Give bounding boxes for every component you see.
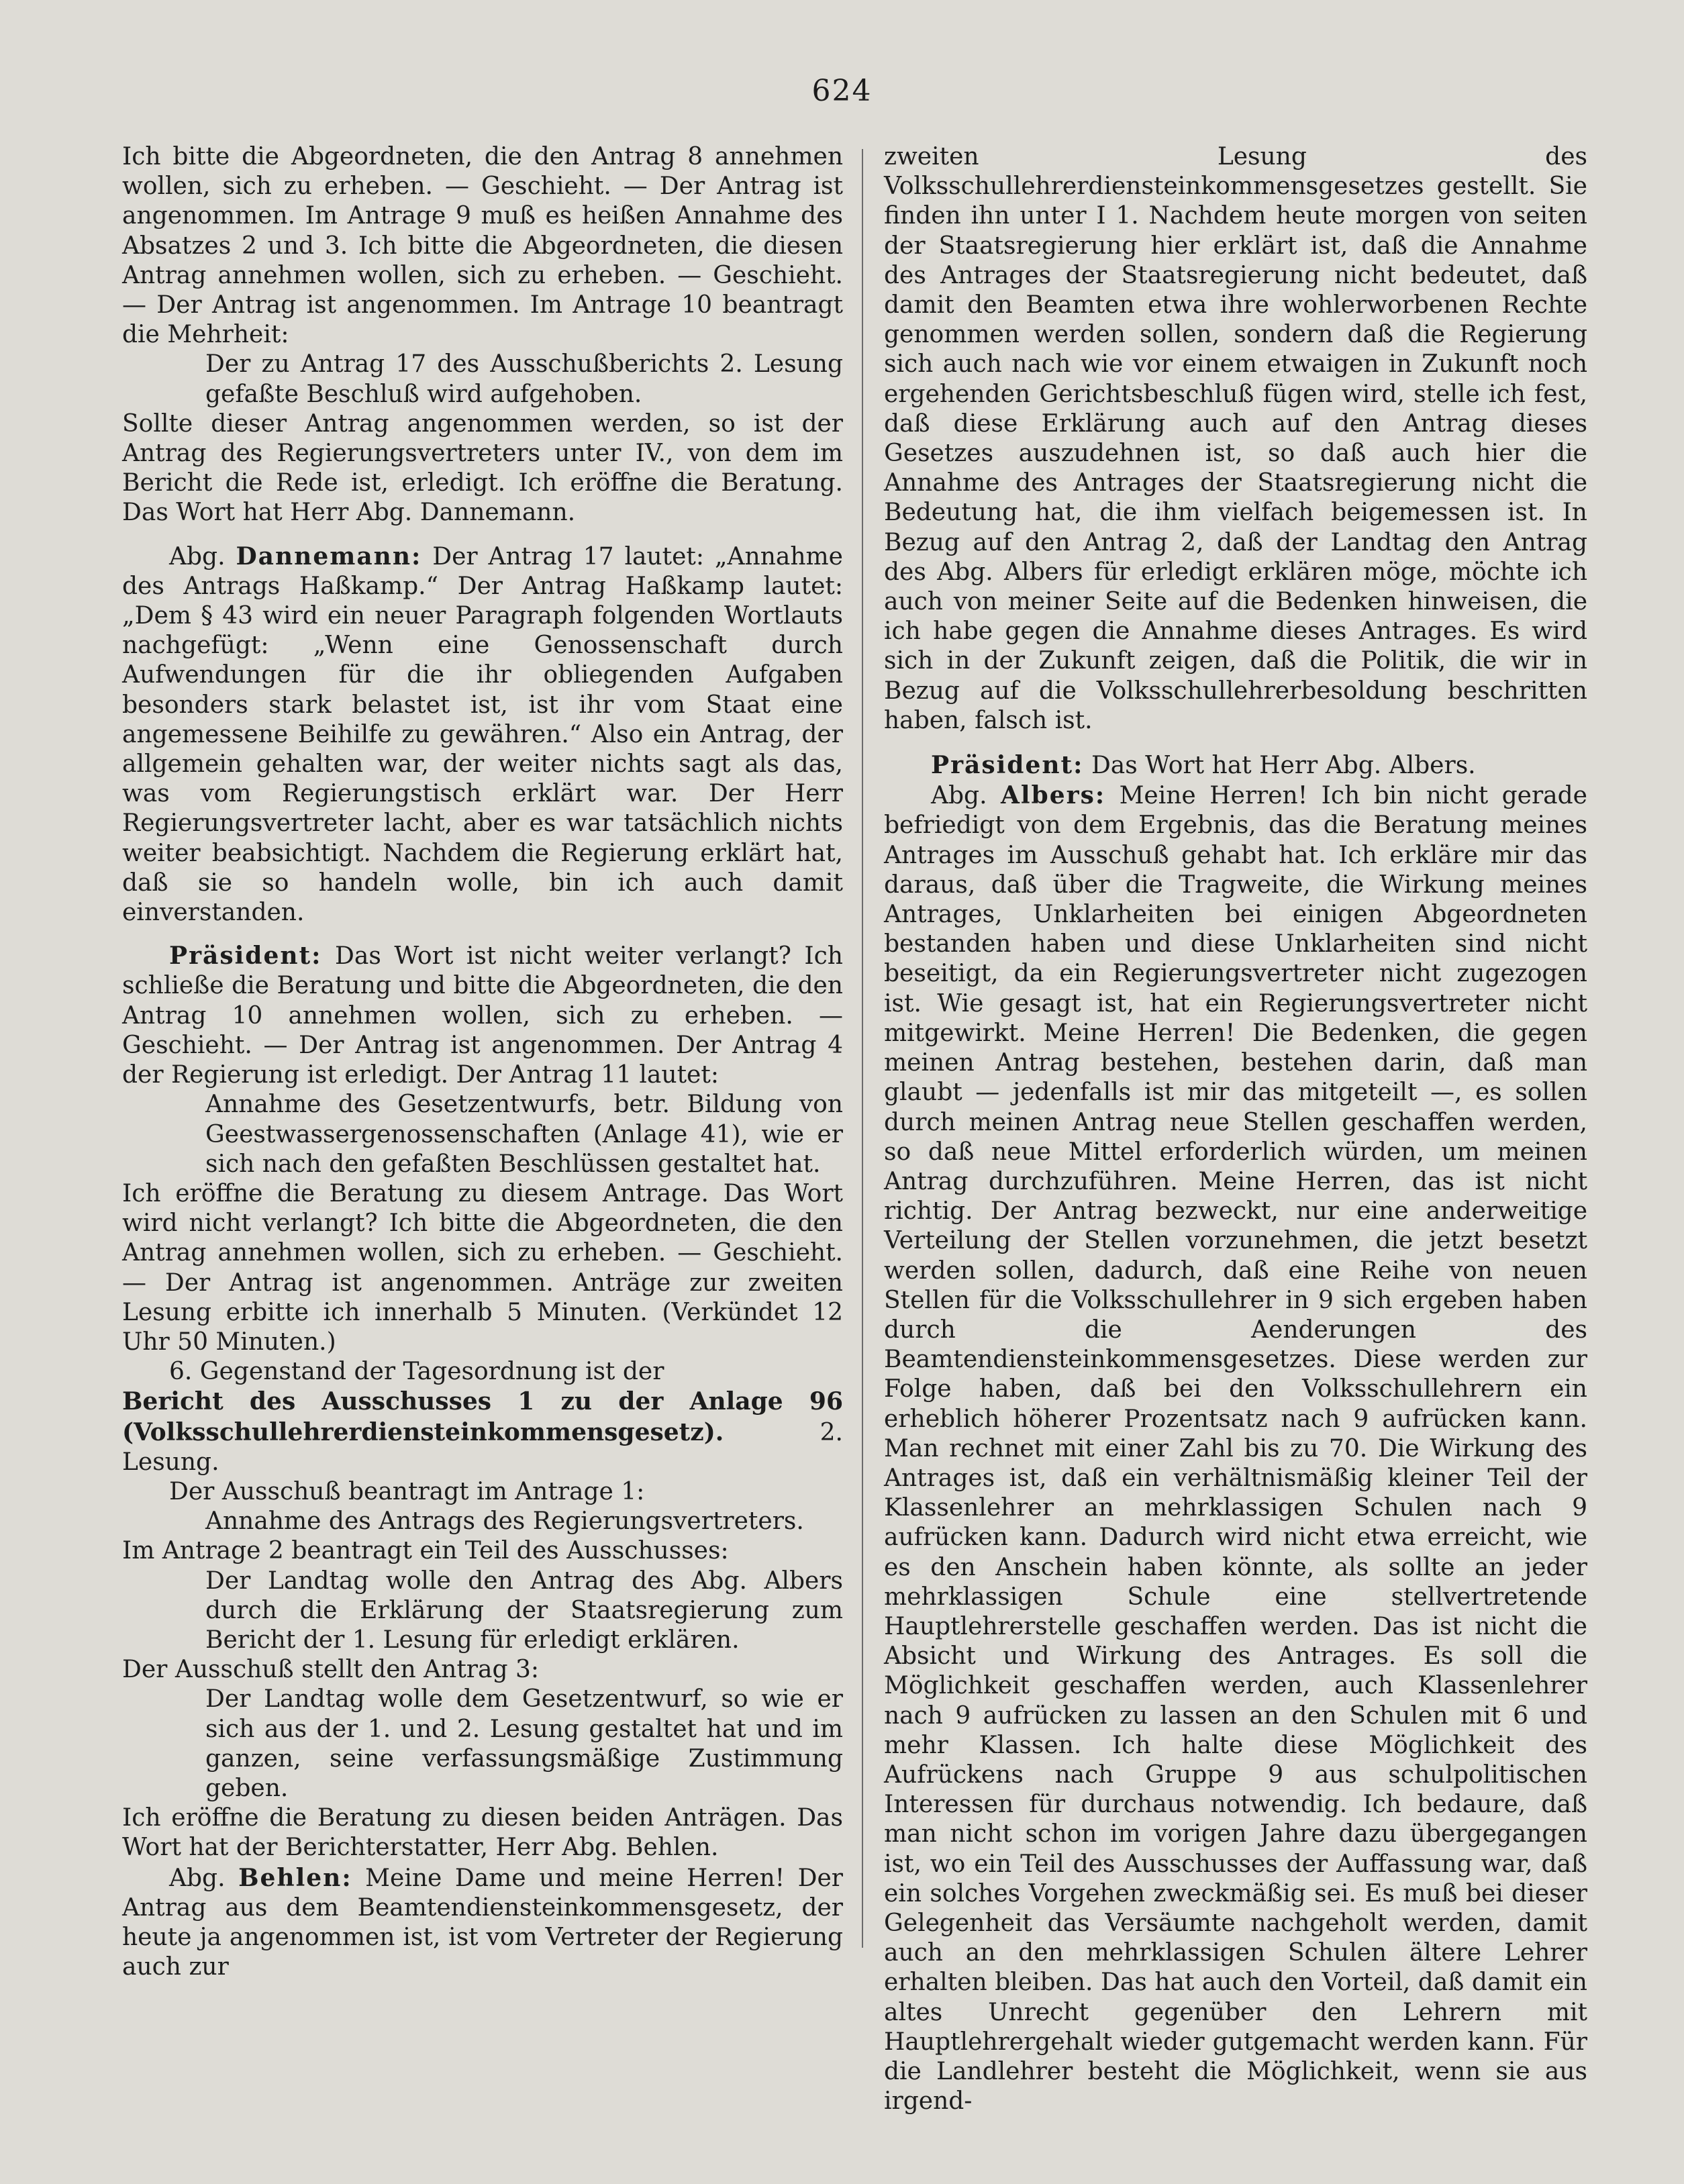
paragraph: Sollte dieser Antrag angenommen werden, so ist der Antrag des Regierungsvertreters unter IV., von dem im Bericht die Rede ist, erledigt. Ich eröffne die Beratung. Das Wort hat Herr Abg. Dannemann. (122, 409, 843, 527)
quoted-motion: Der Landtag wolle dem Gesetzentwurf, so wie er sich aus der 1. und 2. Lesung gestaltet hat und im ganzen, seine verfassungsmäßige Zustimmung geben. (205, 1685, 843, 1802)
agenda-title (122, 1387, 843, 1477)
speech-paragraph (122, 1863, 843, 1983)
column-divider (862, 149, 863, 1948)
right-column (884, 142, 1587, 2116)
speaker-name: Albers: (1000, 781, 1106, 810)
speaker-prefix: Abg. (931, 782, 987, 810)
speech-text: Meine Herren! Ich bin nicht gerade befriedigt von dem Ergebnis, das die Beratung meines Antrages im Ausschuß gehabt hat. Ich erkläre mir das daraus, daß über die Tragweite, die Wirkung meines Antrages, Unklarheiten bei einigen Abgeordneten bestanden haben und diese Unklarheiten sind nicht beseitigt, da ein Regierungsvertreter nicht zugezogen ist. Wie gesagt ist, hat ein Regierungsvertreter nicht mitgewirkt. Meine Herren! Die Bedenken, die gegen meinen Antrag bestehen, bestehen darin, daß man glaubt — jedenfalls ist mir das mitgeteilt —, es sollen durch meinen Antrag neue Stellen geschaffen werden, so daß neue Mittel erforderlich würden, um meinen Antrag durchzuführen. Meine Herren, das ist nicht richtig. Der Antrag bezweckt, nur eine anderweitige Verteilung der Stellen vorzunehmen, die jetzt besetzt werden sollen, dadurch, daß eine Reihe von neuen Stellen für die Volksschullehrer in 9 sich ergeben haben durch die Aenderungen des Beamtendiensteinkommensgesetzes. Diese werden zur Folge haben, daß bei den Volksschullehrern ein erheblich höherer Prozentsatz nach 9 aufrücken kann. Man rechnet mit einer Zahl bis zu 70. Die Wirkung des Antrages ist, daß ein verhältnismäßig kleiner Teil der Klassenlehrer an mehrklassigen Schulen nach 9 aufrücken kann. Dadurch wird nicht etwa erreicht, wie es den Anschein haben könnte, als sollte an jeder mehrklassigen Schule eine stellvertretende Hauptlehrerstelle geschaffen werden. Das ist nicht die Absicht und Wirkung des Antrages. Es soll die Möglichkeit geschaffen werden, auch Klassenlehrer nach 9 aufrücken zu lassen an den Schulen mit 6 und mehr Klassen. Ich halte diese Möglichkeit des Aufrückens nach Gruppe 9 aus schulpolitischen Interessen für durchaus notwendig. Ich bedaure, daß man nicht schon im vorigen Jahre dazu übergegangen ist, wo ein Teil des Ausschusses der Auffassung war, daß ein solches Vorgehen zweckmäßig sei. Es muß bei dieser Gelegenheit das Versäumte nachgeholt werden, damit auch an den mehrklassigen Schulen ältere Lehrer erhalten bleiben. Das hat auch den Vorteil, daß damit ein altes Unrecht gegenüber den Lehrern mit Hauptlehrergehalt wieder gutgemacht werden kann. Für die Landlehrer besteht die Möglichkeit, wenn sie aus irgend- (884, 782, 1587, 2116)
paragraph: Ich bitte die Abgeordneten, die den Antrag 8 annehmen wollen, sich zu erheben. — Geschieht. — Der Antrag ist angenommen. Im Antrage 9 muß es heißen Annahme des Absatzes 2 und 3. Ich bitte die Abgeordneten, die diesen Antrag annehmen wollen, sich zu erheben. — Geschieht. — Der Antrag ist angenommen. Im Antrage 10 beantragt die Mehrheit: (122, 143, 843, 349)
quoted-motion: Annahme des Gesetzentwurfs, betr. Bildung von Geestwassergenossenschaften (Anlage 41), wie er sich nach den gefaßten Beschlüssen gestaltet hat. (205, 1091, 843, 1178)
paragraph: Ich eröffne die Beratung zu diesen beiden Anträgen. Das Wort hat der Berichterstatter, Herr Abg. Behlen. (122, 1804, 843, 1862)
speech-text: Das Wort hat Herr Abg. Albers. (1091, 752, 1476, 780)
speech-paragraph (122, 542, 843, 928)
quoted-motion: Annahme des Antrags des Regierungsvertreters. (205, 1507, 804, 1536)
speaker-name: Präsident: (169, 942, 322, 971)
left-column (122, 142, 843, 1982)
speech-paragraph (884, 750, 1587, 781)
agenda-item: 6. Gegenstand der Tagesordnung ist der (169, 1358, 664, 1386)
speech-text: Das Wort ist nicht weiter verlangt? Ich schließe die Beratung und bitte die Abgeordneten, die den Antrag 10 annehmen wollen, sich zu erheben. — Geschieht. — Der Antrag ist angenommen. Der Antrag 4 der Regierung ist erledigt. Der Antrag 11 lautet: (122, 942, 843, 1089)
page-number: 624 (811, 74, 873, 108)
paragraph: Ich eröffne die Beratung zu diesem Antrage. Das Wort wird nicht verlangt? Ich bitte die Abgeordneten, die den Antrag annehmen wollen, sich zu erheben. — Geschieht. — Der Antrag ist angenommen. Anträge zur zweiten Lesung erbitte ich innerhalb 5 Minuten. (Verkündet 12 Uhr 50 Minuten.) (122, 1179, 843, 1356)
agenda-title-bold: Bericht des Ausschusses 1 zu der Anlage 96 (Volksschullehrerdiensteinkommensgesetz). (122, 1387, 843, 1446)
paragraph: Im Antrage 2 beantragt ein Teil des Ausschusses: (122, 1537, 729, 1565)
speaker-name: Behlen: (238, 1863, 352, 1892)
agenda-title-rest: 2. Lesung. (122, 1418, 843, 1476)
quoted-motion: Der Landtag wolle den Antrag des Abg. Albers durch die Erklärung der Staatsregierung zum Bericht der 1. Lesung für erledigt erklären. (205, 1567, 843, 1654)
speaker-prefix: Abg. (169, 1864, 226, 1892)
paragraph: zweiten Lesung des Volksschullehrerdiensteinkommensgesetzes gestellt. Sie finden ihn unter I 1. Nachdem heute morgen von seiten der Staatsregierung hier erklärt ist, daß die Annahme des Antrages der Staatsregierung nicht bedeutet, daß damit den Beamten etwa ihre wohlerworbenen Rechte genommen werden sollen, sondern daß die Regierung sich auch nach wie vor einem etwaigen in Zukunft noch ergehenden Gerichtsbeschluß fügen wird, stelle ich fest, daß diese Erklärung auch auf den Antrag dieses Gesetzes auszudehnen ist, so daß auch hier die Annahme des Antrages der Staatsregierung nicht die Bedeutung hat, die ihm vielfach beigemessen ist. In Bezug auf den Antrag 2, daß der Landtag den Antrag des Abg. Albers für erledigt erklären möge, möchte ich auch von meiner Seite auf die Bedenken hinweisen, die ich habe gegen die Annahme dieses Antrages. Es wird sich in der Zukunft zeigen, daß die Politik, die wir in Bezug auf die Volksschullehrerbesoldung beschritten haben, falsch ist. (884, 143, 1587, 734)
paragraph: Der Ausschuß beantragt im Antrage 1: (169, 1477, 645, 1505)
speech-paragraph (884, 781, 1587, 2116)
speech-text: Meine Dame und meine Herren! Der Antrag aus dem Beamtendiensteinkommensgesetz, der heute ja angenommen ist, ist vom Vertreter der Regierung auch zur (122, 1864, 844, 1981)
speaker-prefix: Abg. (169, 542, 226, 570)
speech-paragraph (122, 941, 843, 1090)
speaker-name: Dannemann: (236, 542, 422, 570)
quoted-motion: Der zu Antrag 17 des Ausschußberichts 2. Lesung gefaßte Beschluß wird aufgehoben. (205, 350, 843, 408)
speaker-name: Präsident: (931, 751, 1084, 780)
paragraph: Der Ausschuß stellt den Antrag 3: (122, 1656, 539, 1684)
speech-text: Der Antrag 17 lautet: „Annahme des Antrags Haßkamp.“ Der Antrag Haßkamp lautet: „Dem § 43 wird ein neuer Paragraph folgenden Wortlauts nachgefügt: „Wenn eine Genossenschaft durch Aufwendungen für die ihr obliegenden Aufgaben besonders stark belastet ist, ist ihr vom Staat eine angemessene Beihilfe zu gewähren.“ Also ein Antrag, der allgemein gehalten war, der weiter nichts sagt als das, was vom Regierungstisch erklärt war. Der Herr Regierungsvertreter lacht, aber es war tatsächlich nichts weiter beabsichtigt. Nachdem die Regierung erklärt hat, daß sie so handeln wolle, bin ich auch damit einverstanden. (122, 542, 843, 927)
